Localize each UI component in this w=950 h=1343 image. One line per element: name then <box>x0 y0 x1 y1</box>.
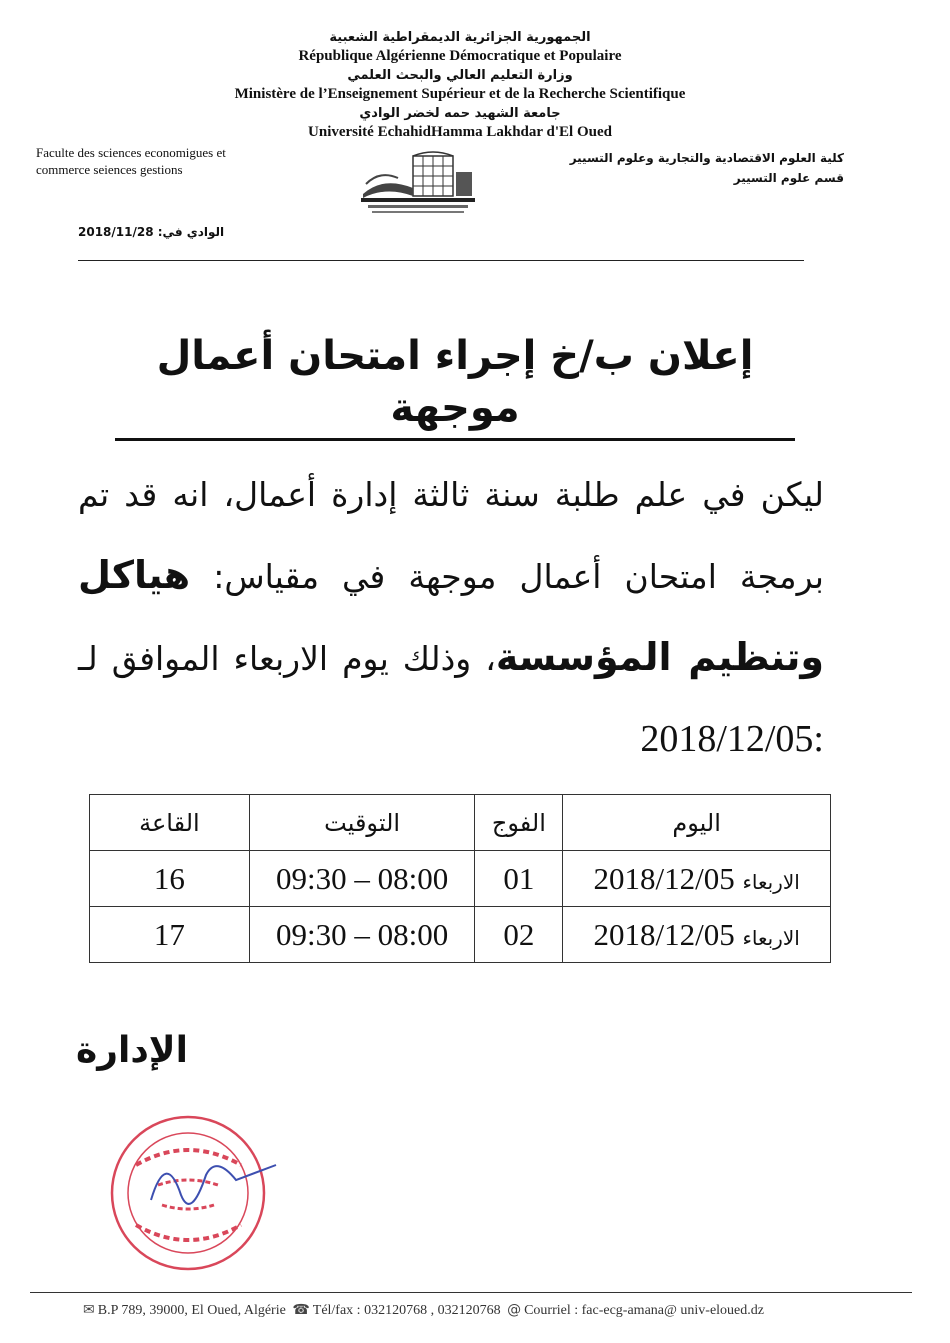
ministry-ar: وزارة التعليم العالي والبحث العلمي <box>347 68 573 83</box>
faculty-ar <box>544 148 844 188</box>
footer-email: Courriel : fac-ecg-amana@ univ-eloued.dz <box>524 1303 764 1318</box>
envelope-icon: ✉ <box>83 1302 95 1318</box>
at-icon: @ <box>507 1302 522 1318</box>
table-row <box>90 907 831 963</box>
republic-fr: République Algérienne Démocratique et Populaire <box>298 48 622 64</box>
faculty-ar-line2: قسم علوم التسيير <box>733 171 844 185</box>
row2-room: 17 <box>90 907 250 963</box>
row1-group: 01 <box>475 851 563 907</box>
footer-address: B.P 789, 39000, El Oued, Algérie <box>97 1303 286 1318</box>
row1-day <box>563 851 831 907</box>
row2-group: 02 <box>475 907 563 963</box>
table-row <box>90 851 831 907</box>
header-time: التوقيت <box>249 795 475 851</box>
header-room: القاعة <box>90 795 250 851</box>
university-fr: Université EchahidHamma Lakhdar d'El Oued <box>308 124 612 140</box>
footer-phone: Tél/fax : 032120768 , 032120768 <box>312 1303 501 1318</box>
schedule-table <box>89 794 831 963</box>
row2-day <box>563 907 831 963</box>
header-day: اليوم <box>563 795 831 851</box>
row1-room: 16 <box>90 851 250 907</box>
official-seal <box>96 1105 286 1275</box>
ministry-fr: Ministère de l’Enseignement Supérieur et de la Recherche Scientifique <box>234 86 686 102</box>
announcement-title: إعلان ب/خ إجراء امتحان أعمال موجهة <box>115 330 795 441</box>
republic-ar: الجمهورية الجزائرية الديمقراطية الشعبية <box>329 30 591 45</box>
signature-label: الإدارة <box>76 1030 188 1071</box>
table-header-row <box>90 795 831 851</box>
phone-icon: ☎ <box>292 1302 310 1318</box>
body-part1: ليكن في علم طلبة سنة ثالثة إدارة أعمال، انه قد تم برمجة امتحان أعمال موجهة في مقياس: <box>78 475 824 596</box>
header-group: الفوج <box>475 795 563 851</box>
header-divider <box>78 260 804 261</box>
row1-time: 09:30 – 08:00 <box>249 851 475 907</box>
row1-day-date: 2018/12/05 <box>593 860 735 896</box>
footer <box>80 1302 900 1319</box>
date-line <box>78 225 224 239</box>
footer-divider <box>30 1292 912 1293</box>
row1-day-name: الاربعاء <box>742 869 800 894</box>
exam-date: 2018/12/05: <box>640 718 824 760</box>
date-value: 2018/11/28 <box>78 225 154 239</box>
row2-time: 09:30 – 08:00 <box>249 907 475 963</box>
row2-day-date: 2018/12/05 <box>593 916 735 952</box>
date-label: الوادي في: <box>157 225 225 239</box>
exam-subject: هياكل وتنظيم المؤسسة <box>78 553 824 679</box>
faculty-fr-line1: Faculte des sciences economigues et <box>36 145 226 160</box>
university-logo <box>358 150 478 220</box>
faculty-ar-line1: كلية العلوم الاقتصادية والتجارية وعلوم التسيير <box>569 151 844 165</box>
row2-day-name: الاربعاء <box>742 925 800 950</box>
body-part2: ، وذلك يوم الاربعاء الموافق لـ <box>78 639 496 678</box>
header-block <box>150 28 770 142</box>
university-ar: جامعة الشهيد حمه لخضر الوادي <box>359 106 561 121</box>
announcement-body <box>78 455 824 780</box>
faculty-fr-line2: commerce seiences gestions <box>36 162 183 177</box>
faculty-fr <box>36 144 296 178</box>
